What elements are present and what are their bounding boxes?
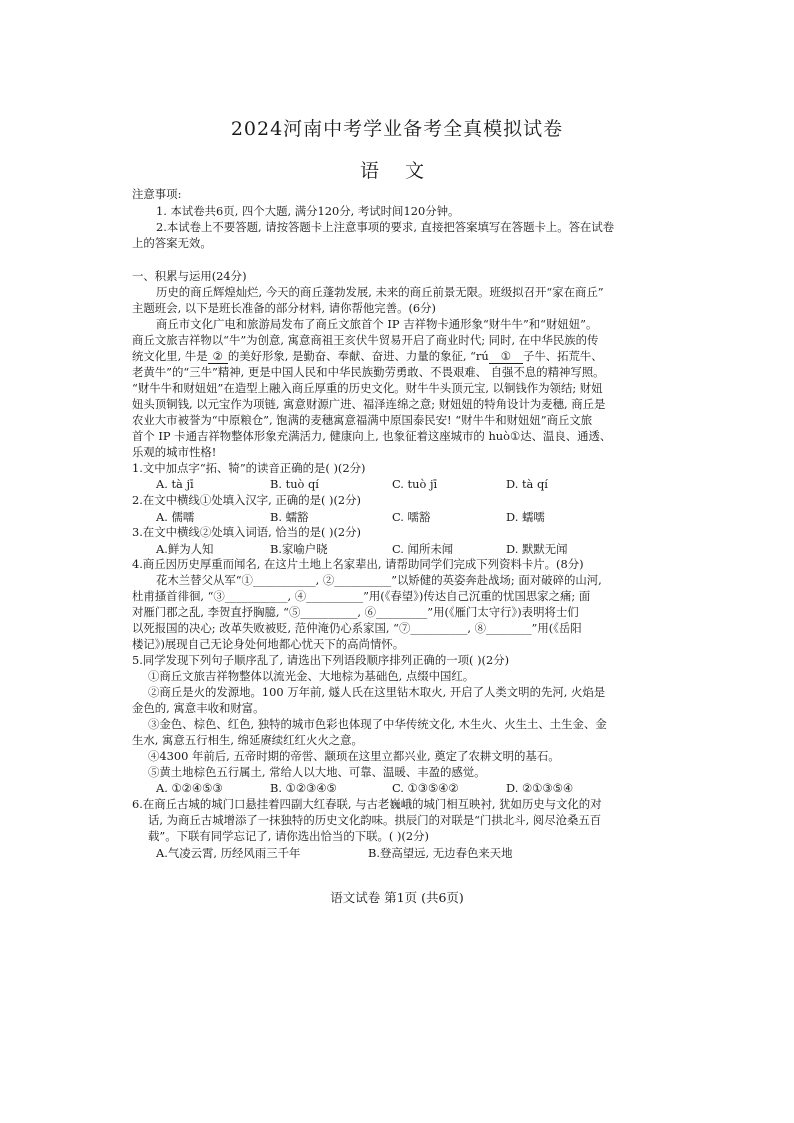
q5-option-a[interactable]: A. ①②④⑤③ [156, 781, 223, 795]
passage-line [132, 349, 603, 364]
passage-line: 乐观的城市性格! [132, 445, 217, 459]
q3-option-b[interactable]: B.家喻户晓 [270, 542, 328, 556]
section-heading: 一、积累与运用(24分) [132, 269, 247, 283]
q5-sentence: ②商丘是火的发源地。100 万年前, 燧人氏在这里钻木取火, 开启了人类文明的先河, 火焰是 [148, 685, 606, 699]
q5-sentence: ①商丘文旅吉祥物整体以流光金、大地棕为基础色, 点缀中国红。 [148, 669, 475, 683]
question-6-stem: 6.在商丘古城的城门口悬挂着四副大红春联, 与古老巍峨的城门相互映衬, 犹如历史与文化的对 [132, 797, 602, 811]
q4-text: 对雁门郡之乱, 李贺直抒胸臆, “⑤ [132, 605, 301, 619]
q4-line [156, 573, 602, 587]
q4-text: ”以矫健的英姿奔赴战场; 面对破碎的山河, [391, 573, 602, 587]
answer-blank[interactable]: ________ [485, 621, 532, 635]
q5-sentence: 金色的, 寓意丰收和财富。 [132, 701, 265, 715]
q2-option-b[interactable]: B. 蠕豁 [270, 510, 309, 524]
q5-option-c[interactable]: C. ①③⑤④② [392, 781, 459, 795]
q4-line: 楼记》)展现自己无论身处何地都心忧天下的高尚情怀。 [132, 637, 405, 651]
q4-text: ”用(《春望》)传达自己沉重的忧国思家之痛; 面 [363, 589, 591, 603]
q5-sentence: ⑤黄土地棕色五行属土, 常给人以大地、可靠、温暖、丰盈的感觉。 [148, 765, 486, 779]
q2-option-a[interactable]: A. 儒嚅 [156, 510, 195, 524]
question-1-stem: 1.文中加点字“拓、犄”的读音正确的是( )(2分) [132, 461, 366, 475]
question-6-stem: 话, 为商丘古城增添了一抹独特的历史文化韵味。拱辰门的对联是“门拱北斗, 阅尽沧桑五百 [148, 813, 602, 827]
q4-text: , ② [315, 573, 335, 587]
passage-text: 的美好形象, 是勤奋、奉献、奋进、力量的象征, “rú [227, 349, 489, 363]
q4-text: , ⑥ [357, 605, 376, 619]
passage-text: 统文化里, 牛是 [132, 349, 208, 363]
q1-option-c[interactable]: C. tuò jī [392, 477, 438, 491]
passage-line: 妞头顶铜钱, 以元宝作为项链, 寓意财源广进、福泽连绵之意; 财妞妞的特角设计为麦穗, 商丘是 [132, 397, 606, 411]
notice-item-1: 1. 本试卷共6页, 四个大题, 满分120分, 考试时间120分钟。 [156, 204, 460, 218]
passage-text: 子牛、拓荒牛、 [522, 349, 603, 363]
passage-line: 商丘市文化广电和旅游局发布了商丘文旅首个 IP 吉祥物卡通形象“财牛牛”和“财妞妞”。 [156, 317, 598, 331]
q2-option-c[interactable]: C. 嚅豁 [392, 510, 431, 524]
q5-sentence: ④4300 年前后, 五帝时期的帝喾、颛顼在这里立都兴业, 奠定了农耕文明的基石。 [148, 749, 560, 763]
q6-option-a[interactable]: A.气凌云霄, 历经风雨三千年 [156, 846, 301, 860]
q4-line [132, 605, 579, 619]
q4-text: , ⑧ [467, 621, 486, 635]
answer-blank[interactable]: _________ [375, 605, 428, 619]
q4-text: ”用(《岳阳 [531, 621, 582, 635]
question-4-stem: 4.商丘因历史厚重而闻名, 在这片土地上名家辈出, 请帮助同学们完成下列资料卡片。(8分) [132, 557, 584, 571]
blank-2: ② [208, 349, 228, 364]
q4-text: 以死报国的决心; 改革失败被贬, 范仲淹仍心系家国, “⑦ [132, 621, 411, 635]
q4-line [132, 621, 582, 635]
q4-text: 杜甫搔首徘徊, “③ [132, 589, 225, 603]
passage-line: 农业大市被誉为“中原粮仓”, 饱满的麦穗寓意福满中原国泰民安! “财牛牛和财妞妞”商丘文旅 [132, 413, 593, 427]
passage-line: 老黄牛”的“三牛”精神, 更是中国人民和中华民族勤劳勇敢、不畏艰难、 自强不息的精神写照。 [132, 365, 605, 379]
q1-option-a[interactable]: A. tà jī [156, 477, 194, 491]
q2-option-d[interactable]: D. 蠕嚅 [506, 510, 545, 524]
q5-option-d[interactable]: D. ②①③⑤④ [506, 781, 574, 795]
answer-blank[interactable]: __________ [334, 573, 392, 587]
q3-option-a[interactable]: A.鲜为人知 [156, 542, 214, 556]
q5-sentence: ③金色、棕色、红色, 独特的城市色彩也体现了中华传统文化, 木生火、火生土、土生金、金 [148, 717, 607, 731]
question-2-stem: 2.在文中横线①处填入汉字, 正确的是( )(2分) [132, 493, 362, 507]
passage-line: 商丘文旅吉祥物以“牛”为创意, 寓意商祖王亥伏牛贸易开启了商业时代; 同时, 在中华民族的传 [132, 333, 599, 347]
q6-option-b[interactable]: B.登高望远, 无边春色来天地 [368, 846, 513, 860]
q4-line [132, 589, 590, 603]
answer-blank[interactable]: ___________ [224, 589, 288, 603]
q4-text: 花木兰替父从军“① [156, 573, 253, 587]
subject-title: 语 文 [359, 160, 435, 182]
q4-text: ”用(《雁门太守行》)表明将士们 [427, 605, 579, 619]
question-6-stem: 载”。下联有同学忘记了, 请你选出恰当的下联。( )(2分) [148, 829, 429, 843]
answer-blank[interactable]: __________ [306, 589, 364, 603]
question-3-stem: 3.在文中横线②处填入词语, 恰当的是( )(2分) [132, 525, 362, 539]
q5-sentence: 生水, 寓意五行相生, 绵延赓续红红火火之意。 [132, 733, 363, 747]
q5-option-b[interactable]: B. ①②③④⑤ [270, 781, 337, 795]
passage-line: 首个 IP 卡通吉祥物整体形象充满活力, 健康向上, 也象征着这座城市的 huò①达、温良、通透、 [132, 429, 612, 443]
notice-heading: 注意事项: [132, 187, 182, 201]
answer-blank[interactable]: ___________ [252, 573, 316, 587]
q3-option-c[interactable]: C. 闻所未闻 [392, 542, 454, 556]
notice-item-2: 2.本试卷上不要答题, 请按答题卡上注意事项的要求, 直接把答案填写在答题卡上。答在试卷 [156, 220, 615, 234]
q1-option-b[interactable]: B. tuò qí [270, 477, 319, 491]
answer-blank[interactable]: __________ [410, 621, 468, 635]
intro-line: 历史的商丘辉煌灿烂, 今天的商丘蓬勃发展, 未来的商丘前景无限。班级拟召开“家在商丘” [156, 285, 604, 299]
page-footer: 语文试卷 第1页 (共6页) [330, 890, 464, 905]
q3-option-d[interactable]: D. 默默无闻 [506, 542, 568, 556]
intro-line: 主题班会, 以下是班长准备的部分材料, 请你帮他完善。(6分) [132, 301, 436, 315]
q1-option-d[interactable]: D. tà qí [506, 477, 548, 491]
page-title: 2024河南中考学业备考全真模拟试卷 [230, 118, 564, 140]
passage-line: “财牛牛和财妞妞”在造型上融入商丘厚重的历史文化。财牛牛头顶元宝, 以铜钱作为领结; 财妞 [132, 381, 603, 395]
answer-blank[interactable]: __________ [300, 605, 358, 619]
question-5-stem: 5.同学发现下列句子顺序乱了, 请选出下列语段顺序排列正确的一项( )(2分) [132, 653, 510, 667]
q4-text: , ④ [287, 589, 307, 603]
notice-item-2-cont: 上的答案无效。 [132, 236, 212, 250]
blank-1: ① [489, 349, 523, 364]
